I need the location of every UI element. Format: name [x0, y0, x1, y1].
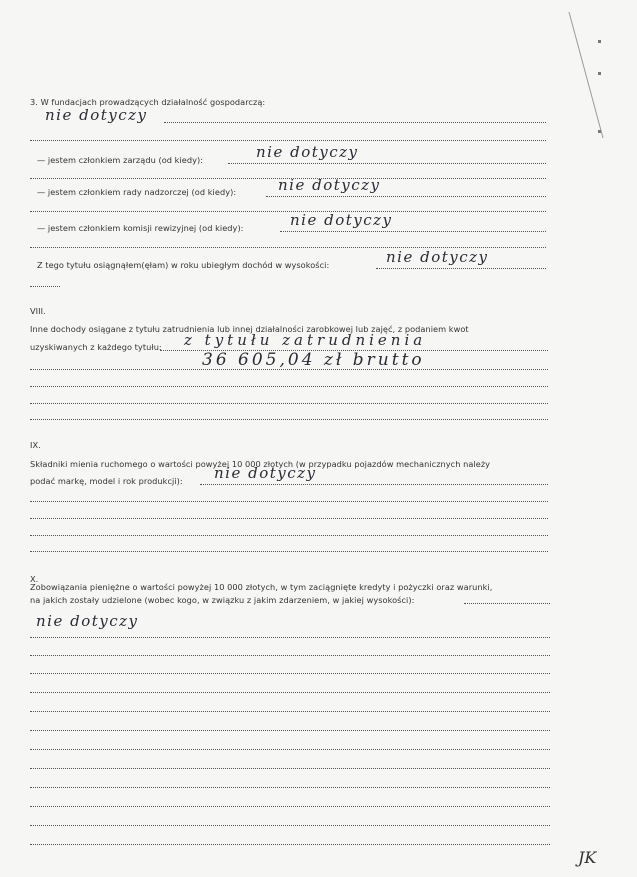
dotted-line: [30, 535, 548, 536]
section-viii-line1: Inne dochody osiągane z tytułu zatrudnienia lub innej działalności zarobkowej lub zajęć, z podaniem kwot: [30, 324, 469, 334]
dotted-line: [30, 403, 548, 404]
scan-edge-mark: [567, 10, 607, 140]
dotted-line: [30, 637, 550, 638]
member-board-value: nie dotyczy: [256, 143, 359, 161]
dotted-line: [30, 673, 550, 674]
member-board-label: — jestem członkiem zarządu (od kiedy):: [37, 155, 204, 165]
dotted-line: [30, 825, 550, 826]
dotted-line: [30, 286, 60, 287]
scan-speck: [598, 130, 601, 133]
member-supervisory-label: — jestem członkiem rady nadzorczej (od kiedy):: [37, 187, 237, 197]
section-viii-heading: VIII.: [30, 306, 46, 316]
income-label: Z tego tytułu osiągnąłem(ęłam) w roku ubiegłym dochód w wysokości:: [37, 260, 330, 270]
dotted-line: [30, 787, 550, 788]
dotted-line: [200, 484, 548, 485]
scan-speck: [598, 72, 601, 75]
dotted-line: [30, 806, 550, 807]
member-supervisory-value: nie dotyczy: [278, 176, 381, 194]
dotted-line: [30, 140, 546, 141]
dotted-line: [30, 749, 550, 750]
section-viii-value-line1: z tytułu zatrudnienia: [184, 331, 427, 349]
item3-label: 3. W fundacjach prowadzących działalność gospodarczą:: [30, 97, 266, 107]
dotted-line: [30, 730, 550, 731]
dotted-line: [30, 768, 550, 769]
section-viii-line2: uzyskiwanych z każdego tytułu:: [30, 342, 162, 352]
section-x-line2: na jakich zostały udzielone (wobec kogo, w związku z jakim zdarzeniem, w jakiej wysokości):: [30, 595, 415, 605]
item3-value: nie dotyczy: [45, 106, 148, 124]
scan-speck: [598, 40, 601, 43]
dotted-line: [30, 711, 550, 712]
dotted-line: [30, 551, 548, 552]
dotted-line: [30, 692, 550, 693]
income-value: nie dotyczy: [386, 248, 489, 266]
section-ix-heading: IX.: [30, 440, 41, 450]
dotted-line: [30, 369, 548, 370]
dotted-line: [30, 655, 550, 656]
member-audit-value: nie dotyczy: [290, 211, 393, 229]
section-ix-value: nie dotyczy: [214, 464, 317, 482]
dotted-line: [266, 196, 546, 197]
dotted-line: [228, 163, 546, 164]
dotted-line: [464, 603, 550, 604]
dotted-line: [30, 211, 546, 212]
section-x-value: nie dotyczy: [36, 612, 139, 630]
dotted-line: [164, 122, 546, 123]
section-x-line1: Zobowiązania pieniężne o wartości powyżej 10 000 złotych, w tym zaciągnięte kredyty i pożyczki oraz warunki,: [30, 582, 493, 592]
section-ix-line1: Składniki mienia ruchomego o wartości powyżej 10 000 złotych (w przypadku pojazdów mechanicznych należy: [30, 459, 491, 469]
dotted-line: [376, 268, 546, 269]
dotted-line: [280, 231, 546, 232]
dotted-line: [30, 386, 548, 387]
member-audit-label: — jestem członkiem komisji rewizyjnej (od kiedy):: [37, 223, 244, 233]
section-ix-line2: podać markę, model i rok produkcji):: [30, 476, 183, 486]
dotted-line: [30, 844, 550, 845]
dotted-line: [30, 419, 548, 420]
dotted-line: [30, 501, 548, 502]
signature-initials: JK: [578, 848, 597, 867]
section-viii-value-line2: 36 605,04 zł brutto: [202, 350, 425, 370]
section-x-heading: X.: [30, 574, 39, 584]
dotted-line: [30, 518, 548, 519]
